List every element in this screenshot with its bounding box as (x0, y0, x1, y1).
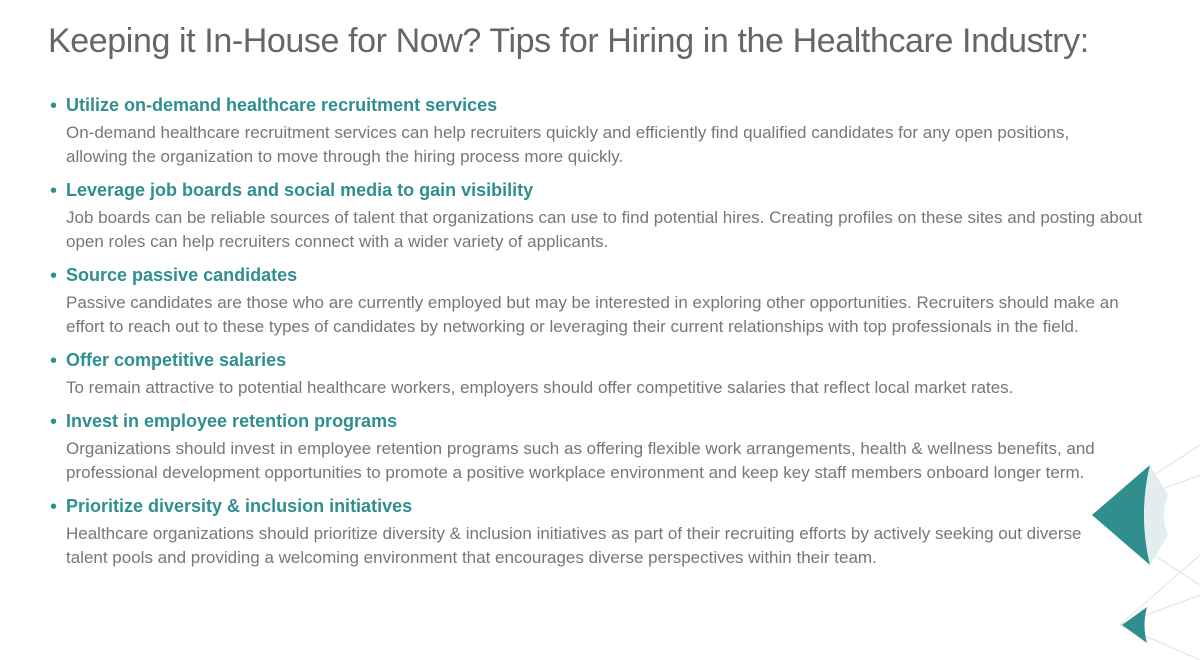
tip-item (44, 179, 1154, 254)
bullet-icon: • (50, 496, 58, 518)
tip-body: Job boards can be reliable sources of talent that organizations can use to find potential hires. Creating profiles on these sites and posting about open roles can help recruiters connect with a wider variety of applicants. (66, 208, 1143, 251)
tip-body: On-demand healthcare recruitment services can help recruiters quickly and efficiently find qualified candidates for any open positions, allowing the organization to move through the hiring process more quickly. (66, 123, 1070, 166)
tip-body: To remain attractive to potential healthcare workers, employers should offer competitive salaries that reflect local market rates. (66, 378, 1014, 397)
tip-heading: Invest in employee retention programs (66, 411, 398, 431)
bullet-icon: • (50, 180, 58, 202)
tip-item (44, 264, 1154, 339)
tip-heading: Prioritize diversity & inclusion initiatives (66, 496, 413, 516)
tip-body: Healthcare organizations should prioritize diversity & inclusion initiatives as part of their recruiting efforts by actively seeking out diverse talent pools and providing a welcoming environment that encourages diverse perspectives within their team. (66, 524, 1082, 567)
bullet-icon: • (50, 350, 58, 372)
bullet-icon: • (50, 95, 58, 117)
tip-item (44, 495, 1154, 570)
page-title: Keeping it In-House for Now? Tips for Hiring in the Healthcare Industry: (48, 22, 1089, 60)
tip-item (44, 349, 1154, 400)
tip-body: Passive candidates are those who are currently employed but may be interested in exploring other opportunities. Recruiters should make an effort to reach out to these types of candidates by networking or leveraging their current relationships with top professionals in the field. (66, 293, 1119, 336)
tip-heading: Utilize on-demand healthcare recruitment services (66, 95, 498, 115)
decorative-triangles-graphic (1090, 445, 1200, 660)
bullet-icon: • (50, 265, 58, 287)
bullet-icon: • (50, 411, 58, 433)
tip-heading: Offer competitive salaries (66, 350, 287, 370)
tip-heading: Leverage job boards and social media to gain visibility (66, 180, 534, 200)
tip-heading: Source passive candidates (66, 265, 298, 285)
tip-item (44, 410, 1154, 485)
tip-body: Organizations should invest in employee retention programs such as offering flexible work arrangements, health & wellness benefits, and professional development opportunities to promote a positive workplace environment and keep key staff members onboard longer term. (66, 439, 1095, 482)
tips-list (44, 94, 1154, 580)
tip-item (44, 94, 1154, 169)
